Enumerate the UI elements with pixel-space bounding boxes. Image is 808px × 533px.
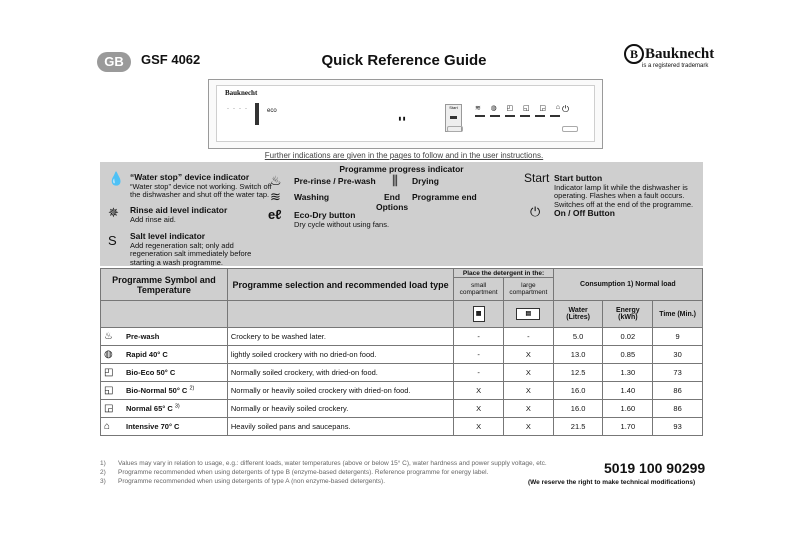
small-compartment-header: small compartment xyxy=(454,278,504,301)
part-code: 5019 100 90299 xyxy=(604,460,706,476)
programme-icon: ◲ xyxy=(104,403,114,414)
programme-name: Pre-wash xyxy=(126,332,160,341)
load-type: Normally soiled crockery, with dried-on food. xyxy=(227,364,453,382)
small-compartment-value: - xyxy=(454,346,504,364)
footnote-2: 2) Programme recommended when using detergents of type B (enzyme-based detergents). Reference programme for energy label. xyxy=(100,469,489,476)
panel-start-label: Start xyxy=(449,105,458,110)
water-stop-block xyxy=(130,173,275,200)
rinse-aid-title: Rinse aid level indicator xyxy=(130,205,228,215)
panel-programme-icons: ≋ ◍ ◰ ◱ ◲ ⌂ xyxy=(475,104,560,122)
panel-brand: Bauknecht xyxy=(225,89,258,97)
table-row xyxy=(101,418,703,436)
water-value: 21.5 xyxy=(553,418,603,436)
table-row xyxy=(101,346,703,364)
brand-logo xyxy=(624,44,714,64)
start-word-icon: Start xyxy=(524,171,550,185)
programme-icon: ⌂ xyxy=(104,421,111,432)
time-value: 9 xyxy=(653,328,703,346)
programme-table xyxy=(100,268,703,436)
programme-cell xyxy=(101,346,228,364)
pre-rinse-label: Pre-rinse / Pre-wash xyxy=(294,176,376,186)
programme-icon: ♨ xyxy=(104,331,113,342)
small-compartment-value: - xyxy=(454,328,504,346)
further-indications-note: Further indications are given in the pages to follow and in the user instructions. xyxy=(264,151,544,160)
trademark-note: is a registered trademark xyxy=(642,63,709,69)
large-compartment-value: X xyxy=(504,400,554,418)
footnote-3: 3) Programme recommended when using detergents of type A (non enzyme-based detergents). xyxy=(100,478,386,485)
water-stop-icon: 💧 xyxy=(108,171,125,186)
brand-name: Bauknecht xyxy=(645,46,715,62)
panel-indicator-icons: · · · · xyxy=(227,106,247,112)
panel-level-bar xyxy=(255,103,259,125)
energy-header: Energy (kWh) xyxy=(603,301,653,328)
time-header: Time (Min.) xyxy=(653,301,703,328)
programme-name: Normal 65° C xyxy=(126,404,173,413)
water-value: 5.0 xyxy=(553,328,603,346)
panel-eco-dry-icon: eco xyxy=(267,108,277,114)
time-value: 93 xyxy=(653,418,703,436)
country-badge: GB xyxy=(97,52,131,72)
col-symbol-header: Programme Symbol and Temperature xyxy=(101,269,228,301)
energy-value: 1.70 xyxy=(603,418,653,436)
drying-icon: ⫼ xyxy=(392,173,398,188)
water-value: 13.0 xyxy=(553,346,603,364)
salt-desc: Add regeneration salt; only add regeneration salt immediately before starting a wash programme. xyxy=(130,240,252,267)
panel-model-label: ▮ ▮ xyxy=(398,116,406,122)
water-stop-title: “Water stop” device indicator xyxy=(130,172,250,182)
salt-title: Salt level indicator xyxy=(130,231,206,241)
water-stop-desc: “Water stop” device not working. Switch off the dishwasher and shut off the water tap. xyxy=(130,181,272,199)
large-compartment-value: X xyxy=(504,418,554,436)
water-value: 16.0 xyxy=(553,400,603,418)
detergent-header: Place the detergent in the: xyxy=(454,269,553,278)
programme-cell xyxy=(101,328,228,346)
large-compartment-value: X xyxy=(504,364,554,382)
small-compartment-value: X xyxy=(454,418,504,436)
salt-icon: S xyxy=(108,233,117,248)
power-icon: ⏻ xyxy=(530,204,541,219)
large-compartment-value: X xyxy=(504,382,554,400)
brand-b-icon: B xyxy=(624,44,644,64)
programme-cell xyxy=(101,364,228,382)
panel-power-icon: ⏻ xyxy=(562,104,570,114)
on-off-label: On / Off Button xyxy=(554,208,615,218)
programme-cell xyxy=(101,418,228,436)
washing-label: Washing xyxy=(294,192,330,202)
small-compartment-value: - xyxy=(454,364,504,382)
footnotes xyxy=(100,459,547,486)
load-type: Heavily soiled pans and saucepans. xyxy=(227,418,453,436)
water-header: Water (Litres) xyxy=(553,301,603,328)
start-button-title: Start button xyxy=(554,173,603,183)
energy-value: 0.02 xyxy=(603,328,653,346)
load-type: lightly soiled crockery with no dried-on food. xyxy=(227,346,453,364)
large-compartment-icon: ▤ xyxy=(504,301,554,328)
load-type: Normally or heavily soiled crockery with dried-on food. xyxy=(227,382,453,400)
energy-value: 1.30 xyxy=(603,364,653,382)
drying-label: Drying xyxy=(412,176,439,186)
progress-indicator-heading: Programme progress indicator xyxy=(339,164,464,174)
programme-note: 2) xyxy=(189,385,195,392)
table-row xyxy=(101,364,703,382)
energy-value: 1.40 xyxy=(603,382,653,400)
programme-icon: ◱ xyxy=(104,385,114,396)
small-compartment-icon: ▦ xyxy=(454,301,504,328)
load-type: Normally or heavily soiled crockery. xyxy=(227,400,453,418)
end-options-label: End Options xyxy=(376,192,409,212)
small-compartment-value: X xyxy=(454,400,504,418)
large-compartment-value: - xyxy=(504,328,554,346)
eco-dry-block xyxy=(294,211,424,229)
time-value: 86 xyxy=(653,400,703,418)
pre-rinse-icon: ♨ xyxy=(270,173,282,188)
salt-block xyxy=(130,232,265,267)
rinse-aid-desc: Add rinse aid. xyxy=(130,214,176,224)
washing-icon: ≋ xyxy=(270,189,281,204)
col-selection-header: Programme selection and recommended load type xyxy=(227,269,453,301)
start-button-block xyxy=(554,174,699,209)
model-number: GSF 4062 xyxy=(141,52,201,67)
programme-cell xyxy=(101,382,228,400)
small-compartment-value: X xyxy=(454,382,504,400)
time-value: 30 xyxy=(653,346,703,364)
programme-name: Rapid 40° C xyxy=(126,350,168,359)
control-panel-face xyxy=(216,85,595,142)
reserve-note: (We reserve the right to make technical modifications) xyxy=(528,479,696,486)
footnote-1: 1) Values may vary in relation to usage, e.g.: different loads, water temperatures (above or below 15° C), water hardness and power supply voltage, etc. xyxy=(100,460,547,467)
programme-note: 3) xyxy=(174,403,180,410)
programme-name: Bio-Normal 50° C xyxy=(126,386,188,395)
programme-name: Intensive 70° C xyxy=(126,422,180,431)
rinse-aid-icon: ✵ xyxy=(108,205,119,220)
start-button-desc: Indicator lamp lit while the dishwasher is operating. Flashes when a fault occurs. Switches off at the end of the programme. xyxy=(554,182,694,209)
large-compartment-header: large compartment xyxy=(504,278,554,301)
eco-dry-desc: Dry cycle without using fans. xyxy=(294,219,390,229)
programme-icon: ◍ xyxy=(104,349,113,360)
programme-end-label: Programme end xyxy=(412,192,477,202)
programme-cell xyxy=(101,400,228,418)
programme-icon: ◰ xyxy=(104,367,114,378)
page-title: Quick Reference Guide xyxy=(321,52,487,69)
large-compartment-value: X xyxy=(504,346,554,364)
energy-value: 0.85 xyxy=(603,346,653,364)
programme-name: Bio-Eco 50° C xyxy=(126,368,176,377)
consumption-header: Consumption 1) Normal load xyxy=(553,269,702,301)
water-value: 12.5 xyxy=(553,364,603,382)
water-value: 16.0 xyxy=(553,382,603,400)
table-row xyxy=(101,400,703,418)
table-row xyxy=(101,328,703,346)
time-value: 73 xyxy=(653,364,703,382)
eco-dry-title: Eco-Dry button xyxy=(294,210,356,220)
table-row xyxy=(101,382,703,400)
time-value: 86 xyxy=(653,382,703,400)
load-type: Crockery to be washed later. xyxy=(227,328,453,346)
eco-dry-icon: eℓ xyxy=(268,207,282,222)
rinse-aid-block xyxy=(130,206,275,224)
energy-value: 1.60 xyxy=(603,400,653,418)
